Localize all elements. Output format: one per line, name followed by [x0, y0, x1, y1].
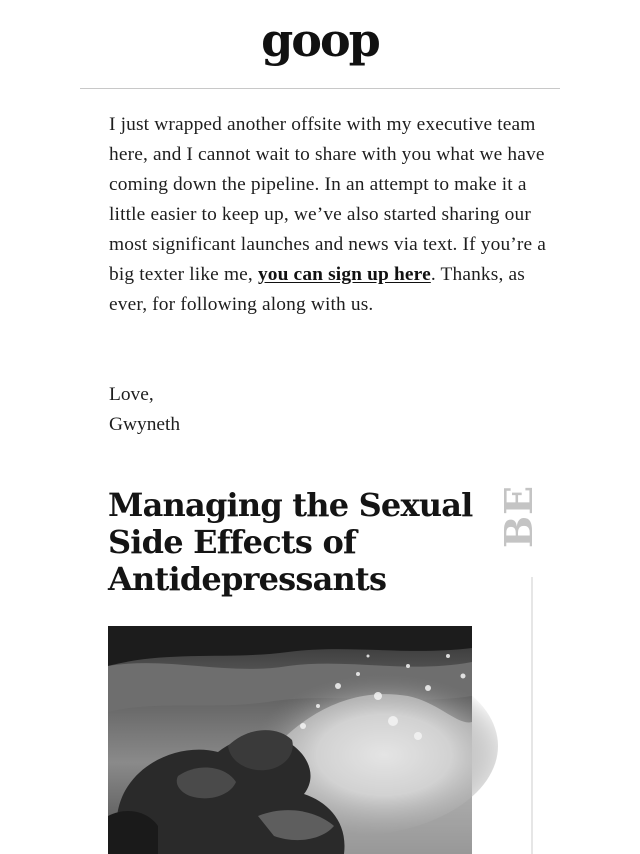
sms-signup-link[interactable]: you can sign up here [257, 264, 431, 285]
letter-body [109, 110, 549, 320]
side-divider [531, 577, 533, 854]
couple-in-surf-photo-icon [108, 626, 472, 854]
article-title[interactable]: Managing the Sexual Side Effects of Antidepressants [108, 486, 473, 598]
header-divider [80, 88, 560, 89]
letter-text-after-link: . Thanks, as ever, for following along with us. [109, 264, 525, 315]
side-tag [496, 484, 541, 554]
letter-text-before-link: I just wrapped another offsite with my executive team here, and I cannot wait to share with you what we have coming down the pipeline. In an attempt to make it a little easier to keep up, we’ve also started sharing our most significant launches and news via text. If you’re a big texter like me, [109, 114, 547, 285]
side-tag-text: BE [496, 484, 541, 548]
article-image[interactable] [108, 626, 472, 854]
goop-logo[interactable]: goop [261, 13, 379, 67]
signature-text: Gwyneth [109, 414, 181, 435]
letter-paragraph [109, 110, 549, 320]
letter-signoff [109, 380, 180, 440]
email-header [0, 0, 640, 88]
closing-text: Love, [109, 384, 154, 405]
